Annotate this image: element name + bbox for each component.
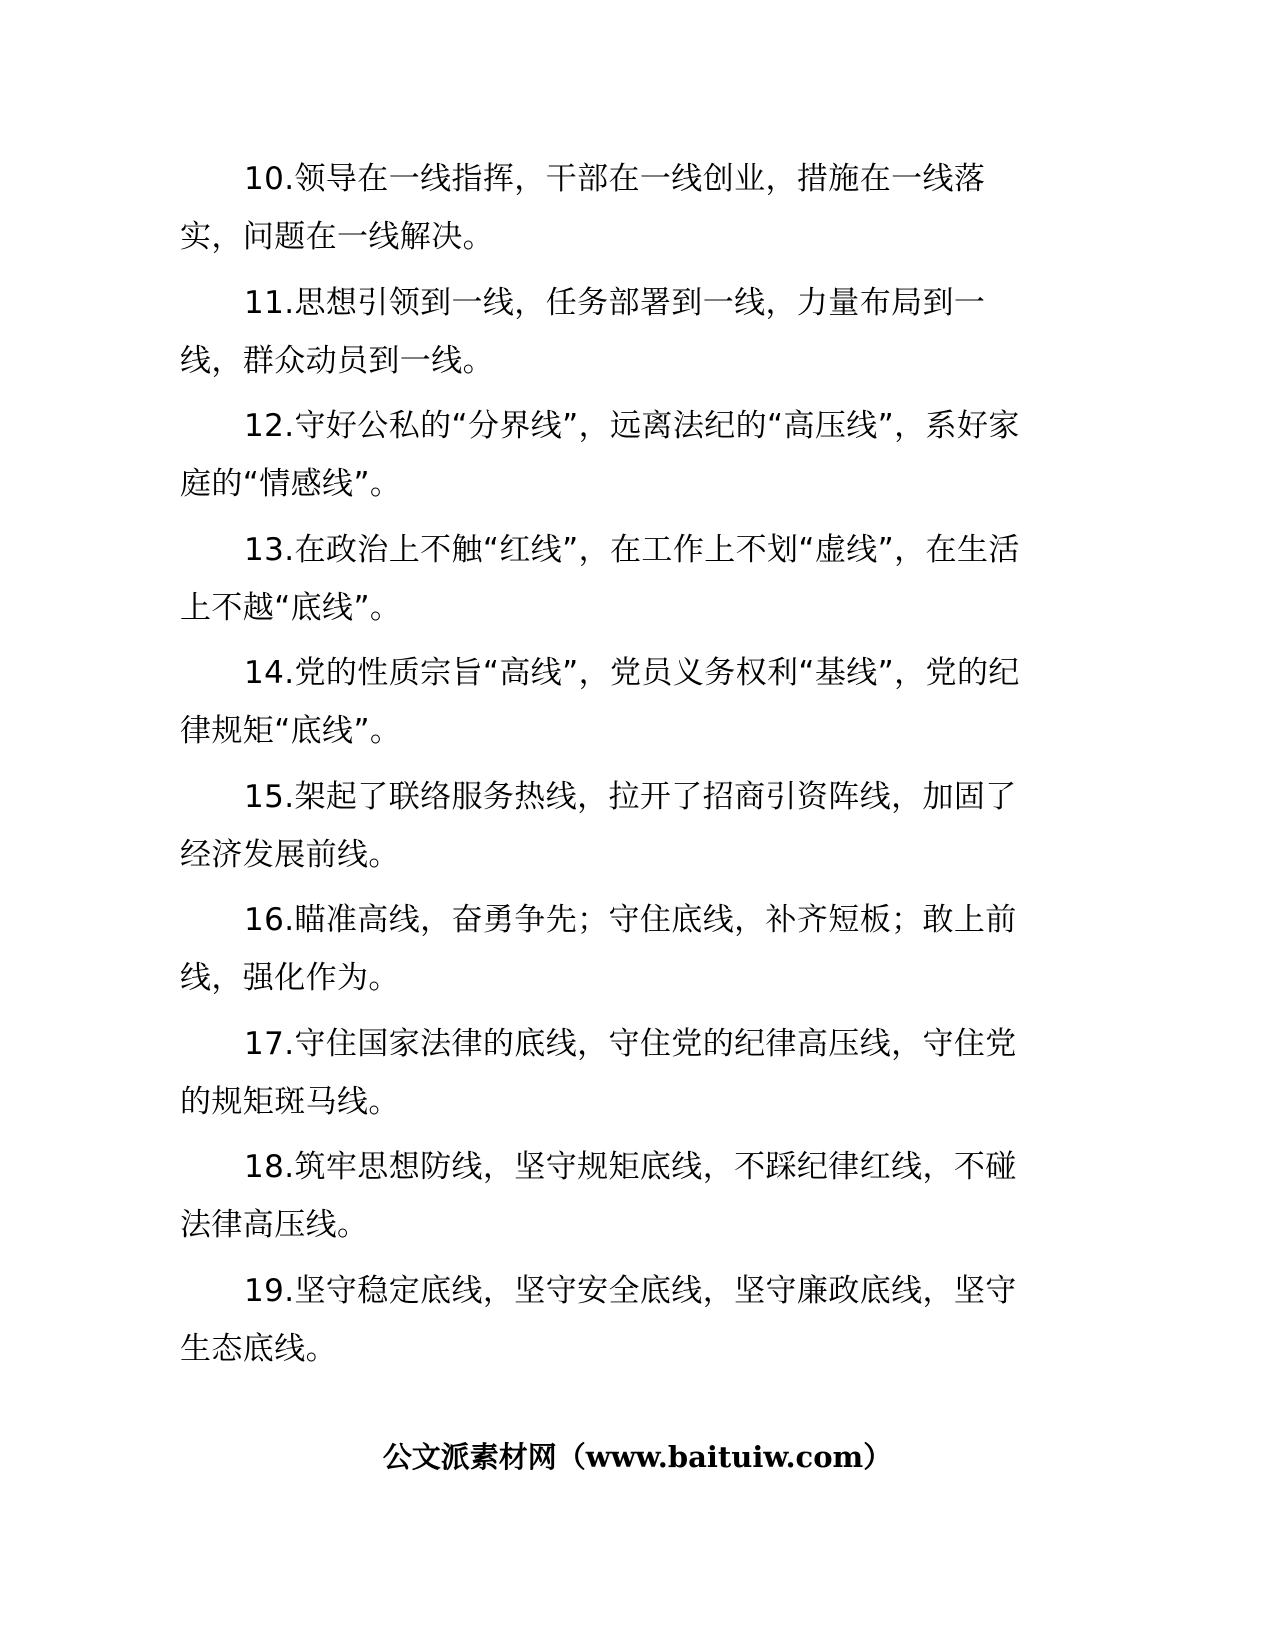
paragraph-11: 11.思想引领到一线，任务部署到一线，力量布局到一线，群众动员到一线。 xyxy=(180,284,986,379)
paragraph-10: 10.领导在一线指挥，干部在一线创业，措施在一线落实，问题在一线解决。 xyxy=(180,161,986,255)
paragraph-13: 13.在政治上不触“红线”，在工作上不划“虚线”，在生活上不越“底线”。 xyxy=(180,531,1020,626)
paragraph-18: 18.筑牢思想防线，坚守规矩底线，不踩纪律红线，不碰法律高压线。 xyxy=(180,1149,1017,1243)
paragraph-15: 15.架起了联络服务热线，拉开了招商引资阵线，加固了经济发展前线。 xyxy=(180,778,1017,873)
paragraph-19: 19.坚守稳定底线，坚守安全底线，坚守廉政底线，坚守生态底线。 xyxy=(180,1272,1017,1367)
paragraph-14: 14.党的性质宗旨“高线”，党员义务权利“基线”，党的纪律规矩“底线”。 xyxy=(180,655,1020,749)
page-footer-watermark: 公文派素材网（www.baituiw.com） xyxy=(382,1440,893,1474)
paragraph-17: 17.守住国家法律的底线，守住党的纪律高压线，守住党的规矩斑马线。 xyxy=(180,1025,1017,1120)
paragraph-12: 12.守好公私的“分界线”，远离法纪的“高压线”，系好家庭的“情感线”。 xyxy=(180,408,1020,502)
document-body xyxy=(180,150,1032,1385)
paragraph-16: 16.瞄准高线，奋勇争先；守住底线，补齐短板；敢上前线，强化作为。 xyxy=(180,902,1017,996)
